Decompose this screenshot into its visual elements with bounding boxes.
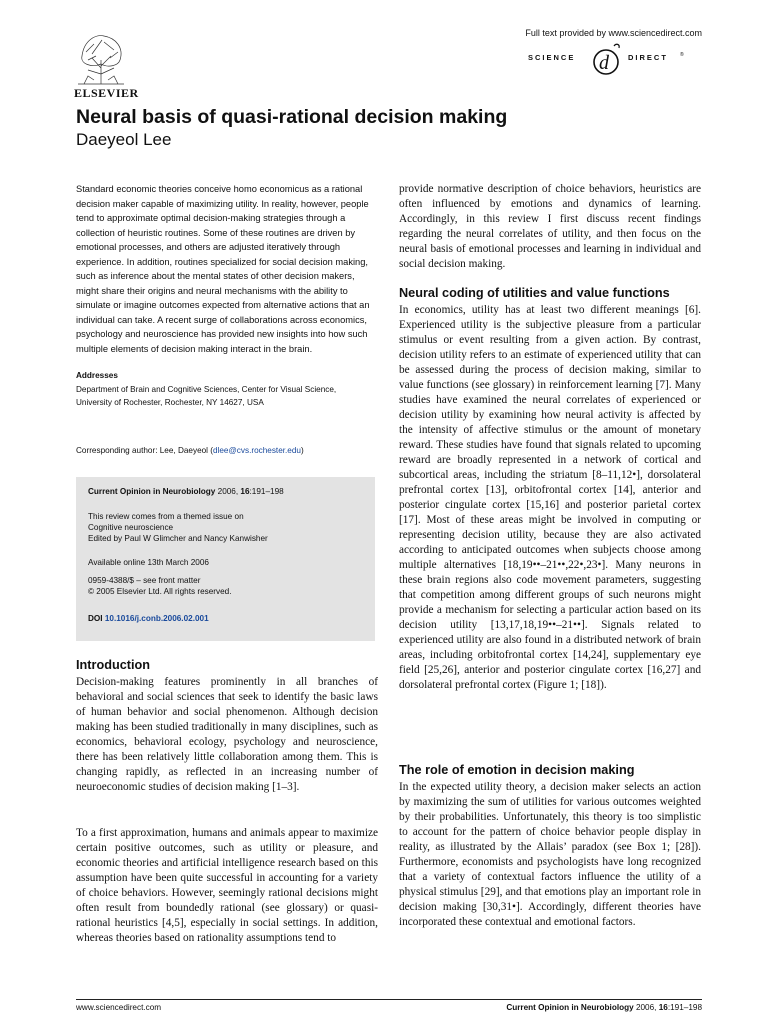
issn-line: 0959-4388/$ – see front matter [88,576,201,585]
registered-mark: ® [680,52,684,58]
journal-year: 2006, [217,487,239,496]
introduction-continuation: provide normative description of choice behaviors, heuristics are often influenced by emotions and dynamics of learning. Accordingly, in this review I first discuss recent findings regarding the neural correlates of utility, and then focus on the neural basis of emotional processes and learning in individual and social decision making. [399,183,701,270]
addresses-heading: Addresses [76,371,118,380]
editors-line: Edited by Paul W Glimcher and Nancy Kanwisher [88,534,268,543]
doi-link[interactable]: 10.1016/j.conb.2006.02.001 [104,614,209,623]
full-text-notice[interactable]: Full text provided by www.sciencedirect.com [525,28,702,38]
footer-citation [506,1003,702,1012]
themed-issue-topic: Cognitive neuroscience [88,523,174,532]
available-online: Available online 13th March 2006 [88,558,209,567]
journal-pages: :191–198 [249,487,284,496]
elsevier-tree-logo [74,30,128,92]
article-title: Neural basis of quasi-rational decision making [76,106,508,128]
sd-logo-left: SCIENCE [528,53,576,62]
neural-coding-heading: Neural coding of utilities and value functions [399,286,670,300]
addresses-text: Department of Brain and Cognitive Sciences, Center for Visual Science, University of Rochester, Rochester, NY 14627, USA [76,385,337,407]
footer-url[interactable]: www.sciencedirect.com [76,1003,162,1012]
footer-volume: 16 [658,1003,668,1012]
sciencedirect-logo[interactable] [528,42,704,78]
journal-volume: 16 [240,487,250,496]
citation-line [88,487,284,496]
svg-text:d: d [599,52,609,74]
themed-issue-line: This review comes from a themed issue on [88,512,244,521]
footer-pages: :191–198 [667,1003,702,1012]
abstract: Standard economic theories conceive homo economicus as a rational decision maker capable of maximizing utility. In reality, however, people tend to approximate optimal decision-making strategies through a collection of heuristic routines. Some of these routines are driven by emotional processes, and others are adjusted iteratively through experience. In addition, routines specialized for social decision making, such as inference about the mental states of other decision makers, might share their origins and neural mechanisms with the ability to simulate or imagine outcomes expected from alternative actions that an individual can take. A recent surge of collaborations across economics, psychology and neuroscience has provided new insights into how such multiple elements of decision making interact in the brain. [76,184,370,354]
footer-divider [76,999,702,1000]
emotion-paragraph: In the expected utility theory, a decision maker selects an action by maximizing the sum of utilities for various outcomes weighted by their probabilities. Unfortunately, this theory is too simplistic to account for the pattern of choice behavior people display in reality, as illustrated by the Allais’ paradox (see Box 1; [28]). Furthermore, economists and psychologists have long recognized that a variety of contextual factors influence the utility of a physical stimulus [29], and that emotions play an important role in decision making [30,31•]. Accordingly, different theories have incorporated these contextual and emotional factors. [399,781,701,928]
publisher-name: ELSEVIER [74,86,139,100]
corresponding-suffix: ) [300,446,304,455]
emotion-heading: The role of emotion in decision making [399,763,635,777]
copyright-line: © 2005 Elsevier Ltd. All rights reserved. [88,587,232,596]
article-info-box [76,477,375,641]
article-author: Daeyeol Lee [76,130,172,149]
footer-year: 2006, [635,1003,657,1012]
corresponding-prefix: Corresponding author: Lee, Daeyeol ( [76,446,213,455]
doi-line [88,614,209,623]
sciencedirect-d-icon [590,42,624,78]
introduction-paragraph-2: To a first approximation, humans and animals appear to maximize certain positive outcomes, such as utility or pleasure, and economic theories and artificial intelligence research based on this assumption have been quite successful in accounting for a variety of choice behaviors. However, seemingly rational decisions might often result from boundedly rational (see glossary) or quasi-rational heuristics [4,5], especially in social settings. In addition, whereas theories based on rationality assumptions tend to [76,827,378,944]
corresponding-author [76,446,372,455]
doi-label: DOI [88,614,103,623]
journal-name: Current Opinion in Neurobiology [88,487,216,496]
introduction-paragraph-1: Decision-making features prominently in all branches of behavioral and social sciences that seek to identify the basic laws of human behavior and social phenomenon. Although decision making has been studied traditionally in many disciplines, such as economics, behavioral ecology, psychology and neuroscience, there has been relatively little collaboration among them. This is changing rapidly, as reflected in an increasing number of neuroeconomic studies of decision making [1–3]. [76,676,378,793]
footer-journal: Current Opinion in Neurobiology [506,1003,634,1012]
neural-coding-paragraph: In economics, utility has at least two different meanings [6]. Experienced utility is the subjective pleasure from a particular stimulus or event resulting from a given action. By contrast, decision utility refers to an estimate of experienced utility that can be assessed during the process of decision making, similar to value functions (see glossary) in reinforcement learning [7]. Many studies have examined the neural correlates of experienced or decision utility by examining how neural activity is affected by the intensity of affective stimulus or the amount of monetary reward. These studies have found that signals related to upcoming reward are broadly represented in a network of cortical and subcortical areas, including the striatum [8–11,12•], dorsolateral prefrontal cortex [13], orbitofrontal cortex [14], anterior and posterior cingulate cortex [15,16] and posterior parietal cortex [17]. Most of these areas might be involved in computing or representing decision utility, because they are also activated according to anticipated outcomes when subjects choose among multiple alternatives [18,19••–21••,22•,23•]. Many neurons in these brain regions also code movement parameters, suggesting that competition among different groups of such neurons might provide a mechanism for selecting a particular action based on its decision utility [13,17,18,19••–21••]. Signals related to experienced utility are also found in a distributed network of brain areas, including orbitofrontal cortex [14,24], supplementary eye field [25,26], anterior and posterior cingulate cortex [16,27] and dorsolateral prefrontal cortex (Figure 1; [18]). [399,304,701,691]
introduction-heading: Introduction [76,658,150,672]
sd-logo-right: DIRECT [628,53,668,62]
author-email-link[interactable]: dlee@cvs.rochester.edu [213,446,301,455]
